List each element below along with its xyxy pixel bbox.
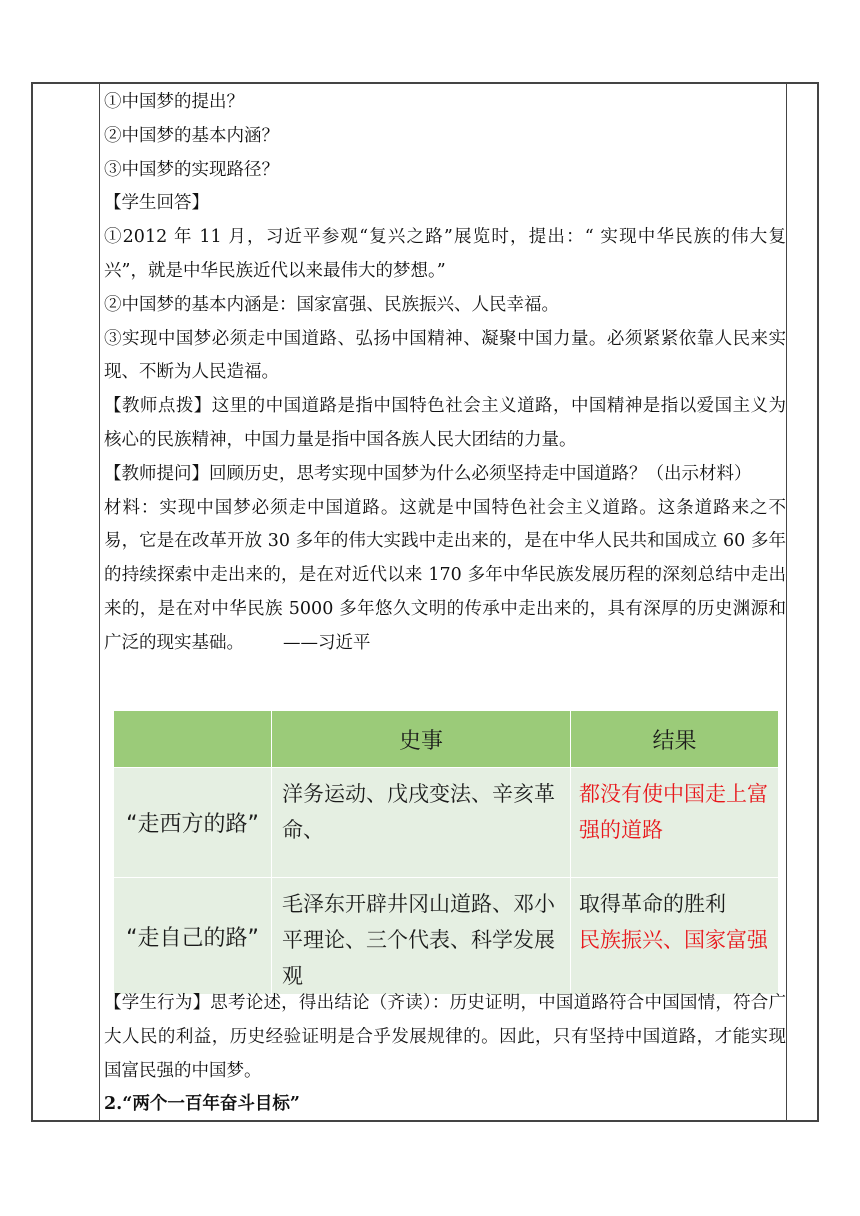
- row-events-west: 洋务运动、戊戌变法、辛亥革命、: [272, 768, 571, 878]
- teacher-guidance: 【教师点拨】这里的中国道路是指中国特色社会主义道路，中国精神是指以爱国主义为核心的民族精神，中国力量是指中国各族人民大团结的力量。: [104, 396, 786, 450]
- column-divider-left: [99, 82, 100, 1122]
- history-table-row: [114, 878, 779, 995]
- history-comparison-table: [113, 710, 779, 988]
- row-result-west: [571, 768, 779, 878]
- column-divider-right: [786, 82, 787, 1122]
- result-red-text: 民族振兴、国家富强: [579, 928, 768, 952]
- material-paragraph: [104, 492, 786, 661]
- answer-2: ②中国梦的基本内涵是：国家富强、民族振兴、人民幸福。: [104, 294, 559, 315]
- header-results: 结果: [571, 711, 779, 768]
- teacher-question: 【教师提问】回顾历史，思考实现中国梦为什么必须坚持走中国道路？（出示材料）: [104, 463, 752, 484]
- header-empty-cell: [114, 711, 272, 768]
- material-text: 材料：实现中国梦必须走中国道路。这就是中国特色社会主义道路。这条道路来之不易，它是在改革开放 30 多年的伟大实践中走出来的，是在中华人民共和国成立 60 多年的持续探索中走出来的，是在对近代以来 170 多年中华民族发展历程的深刻总结中走出来的，是在对中华民族 5000 多年悠久文明的传承中走出来的，具有深厚的历史渊源和广泛的现实基础。: [104, 497, 786, 653]
- result-black-text: 取得革命的胜利: [579, 892, 726, 916]
- lesson-content: [104, 86, 786, 661]
- answer-1: ①2012 年 11 月，习近平参观“复兴之路”展览时，提出：“ 实现中华民族的伟大复兴”，就是中华民族近代以来最伟大的梦想。”: [104, 227, 786, 281]
- result-red-text: 都没有使中国走上富强的道路: [579, 782, 768, 842]
- row-result-own: [571, 878, 779, 995]
- question-1: ①中国梦的提出？: [104, 92, 244, 112]
- question-3: ③中国梦的实现路径？: [104, 159, 279, 180]
- answer-3: ③实现中国梦必须走中国道路、弘扬中国精神、凝聚中国力量。必须紧紧依靠人民来实现、不断为人民造福。: [104, 328, 786, 383]
- conclusion-content: [104, 987, 786, 1122]
- header-events: 史事: [272, 711, 571, 768]
- row-label-own: “走自己的路”: [114, 878, 272, 995]
- student-behavior: 【学生行为】思考论述，得出结论（齐读）：历史证明，中国道路符合中国国情，符合广大人民的利益，历史经验证明是合乎发展规律的。因此，只有坚持中国道路，才能实现国富民强的中国梦。: [104, 993, 786, 1081]
- student-answer-heading: 【学生回答】: [104, 193, 209, 214]
- history-table-row: [114, 768, 779, 878]
- material-attribution: ——习近平: [282, 632, 371, 653]
- history-table-header: [114, 711, 779, 768]
- row-label-west: “走西方的路”: [114, 768, 272, 878]
- section-heading: 2.“两个一百年奋斗目标”: [104, 1094, 300, 1115]
- row-events-own: 毛泽东开辟井冈山道路、邓小平理论、三个代表、科学发展观: [272, 878, 571, 995]
- question-2: ②中国梦的基本内涵？: [104, 125, 279, 146]
